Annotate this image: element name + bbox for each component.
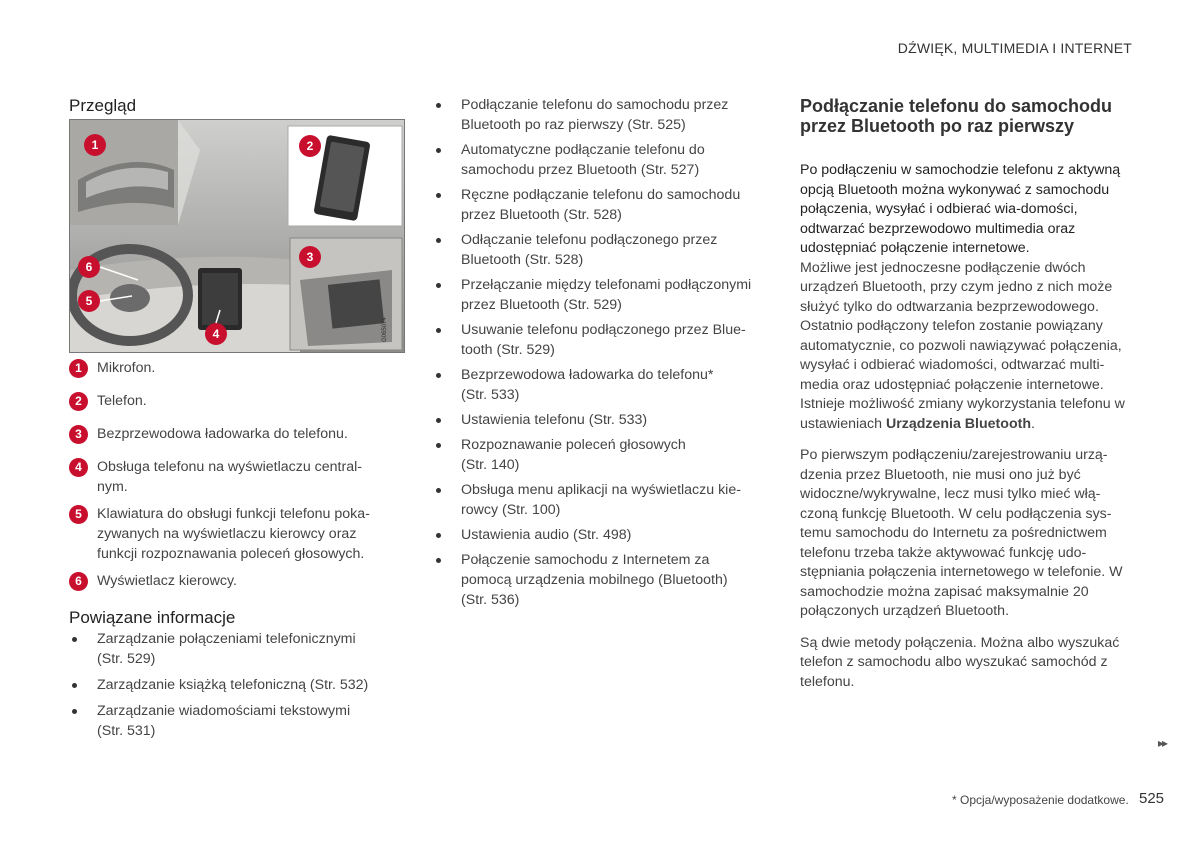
overview-illustration [69, 119, 405, 353]
callout-5 [78, 290, 100, 312]
bluetooth-heading: Podłączanie telefonu do samochodu przez Bluetooth po raz pierwszy [800, 96, 1113, 136]
related-heading: Powiązane informacje [69, 608, 236, 627]
topic-link[interactable]: Ustawienia audio (Str. 498) [433, 525, 768, 545]
legend-item [69, 424, 403, 444]
legend-text: Telefon. [97, 393, 147, 409]
svg-text:3: 3 [306, 250, 314, 264]
callout-badge: 6 [69, 572, 88, 591]
callout-badge: 2 [69, 392, 88, 411]
intro-paragraph: Po podłączeniu w samochodzie telefonu z aktywną opcją Bluetooth można wykonywać z samochodu połączenia, wysyłać i odbierać wia-domości, odtwarzać bezprzewodowo multimedia oraz udostępniać połączenie internetowe. [800, 162, 1121, 256]
callout-badge: 3 [69, 425, 88, 444]
topic-link[interactable]: Automatyczne podłączanie telefonu do samochodu przez Bluetooth (Str. 527) [433, 140, 768, 180]
callout-badge: 5 [69, 505, 88, 524]
legend-list [69, 358, 403, 591]
callout-2 [299, 135, 321, 157]
related-link[interactable]: Zarządzanie połączeniami telefonicznymi (Str. 529) [69, 629, 399, 669]
legend-text: Obsługa telefonu na wyświetlaczu central-nym. [97, 459, 362, 495]
topic-link[interactable]: Obsługa menu aplikacji na wyświetlaczu kie-rowcy (Str. 100) [433, 480, 768, 520]
legend-text: Bezprzewodowa ładowarka do telefonu. [97, 426, 348, 442]
callout-4 [205, 323, 227, 345]
topic-link[interactable]: Ręczne podłączanie telefonu do samochodu przez Bluetooth (Str. 528) [433, 185, 768, 225]
legend-text: Wyświetlacz kierowcy. [97, 573, 237, 589]
legend-text: Mikrofon. [97, 360, 156, 376]
svg-text:1: 1 [91, 138, 99, 152]
topic-link[interactable]: Podłączanie telefonu do samochodu przez Bluetooth po raz pierwszy (Str. 525) [433, 95, 768, 135]
related-link[interactable]: Zarządzanie książką telefoniczną (Str. 532) [69, 675, 399, 695]
legend-item [69, 571, 403, 591]
topic-link[interactable]: Usuwanie telefonu podłączonego przez Blue-tooth (Str. 529) [433, 320, 768, 360]
page-header: DŹWIĘK, MULTIMEDIA I INTERNET [897, 40, 1132, 56]
callout-badge: 1 [69, 359, 88, 378]
legend-item [69, 457, 403, 497]
topic-link[interactable]: Rozpoznawanie poleceń głosowych (Str. 140) [433, 435, 768, 475]
paragraph: Możliwe jest jednoczesne podłączenie dwóch urządzeń Bluetooth, przy czym jedno z nich może służyć tylko do odtwarzania bezprzewodowego. Ostatnio podłączony telefon zostanie powiązany automatycznie, co pozwoli nawiązywać połączenia, wysyłać i odbierać wiadomości, odtwarzać multi-media oraz udostępniać połączenie internetowe. Istnieje możliwość zmiany wykorzystania telefonu w ustawieniach Urządzenia Bluetooth. [800, 259, 1125, 432]
topic-link[interactable]: Połączenie samochodu z Internetem za pomocą urządzenia mobilnego (Bluetooth) (Str. 536) [433, 550, 768, 610]
svg-text:4: 4 [212, 327, 220, 341]
legend-item [69, 391, 403, 411]
svg-text:5: 5 [85, 294, 93, 308]
svg-text:6: 6 [85, 260, 93, 274]
footnote: * Opcja/wyposażenie dodatkowe. [952, 793, 1129, 807]
overview-heading: Przegląd [69, 96, 137, 115]
settings-link[interactable]: Urządzenia Bluetooth [885, 415, 1032, 432]
page-number: 525 [1139, 790, 1165, 807]
figure-code: G065074 [382, 317, 388, 342]
topic-link[interactable]: Odłączanie telefonu podłączonego przez Bluetooth (Str. 528) [433, 230, 768, 270]
callout-badge: 4 [69, 458, 88, 477]
paragraph: Są dwie metody połączenia. Można albo wyszukać telefon z samochodu albo wyszukać samochód z telefonu. [800, 634, 1120, 690]
related-list [69, 629, 399, 741]
bluetooth-body [800, 161, 1133, 692]
legend-item [69, 358, 403, 378]
topic-link[interactable]: Przełączanie między telefonami podłączonymi przez Bluetooth (Str. 529) [433, 275, 768, 315]
paragraph: Po pierwszym podłączeniu/zarejestrowaniu urzą-dzenia przez Bluetooth, nie musi ono już być widoczne/wykrywalne, lecz musi tylko mieć włą-czoną funkcję Bluetooth. W celu podłączenia sys-temu samochodu do Internetu za pośrednictwem telefonu trzeba także aktywować funkcję udo-stępniania połączenia internetowego w telefonie. W samochodzie można zapisać maksymalnie 20 połączonych urządzeń Bluetooth. [800, 447, 1123, 619]
topic-list [433, 95, 768, 610]
callout-1 [84, 134, 106, 156]
svg-text:2: 2 [306, 139, 314, 153]
callout-3 [299, 246, 321, 268]
legend-text: Klawiatura do obsługi funkcji telefonu poka-zywanych na wyświetlaczu kierowcy oraz funkcji rozpoznawania poleceń głosowych. [97, 506, 370, 562]
topic-link[interactable]: Bezprzewodowa ładowarka do telefonu* (Str. 533) [433, 365, 768, 405]
callout-6 [78, 256, 100, 278]
legend-item [69, 504, 403, 564]
related-link[interactable]: Zarządzanie wiadomościami tekstowymi (Str. 531) [69, 701, 399, 741]
topic-link[interactable]: Ustawienia telefonu (Str. 533) [433, 410, 768, 430]
continue-arrows-icon: ▸▸ [1157, 736, 1166, 750]
